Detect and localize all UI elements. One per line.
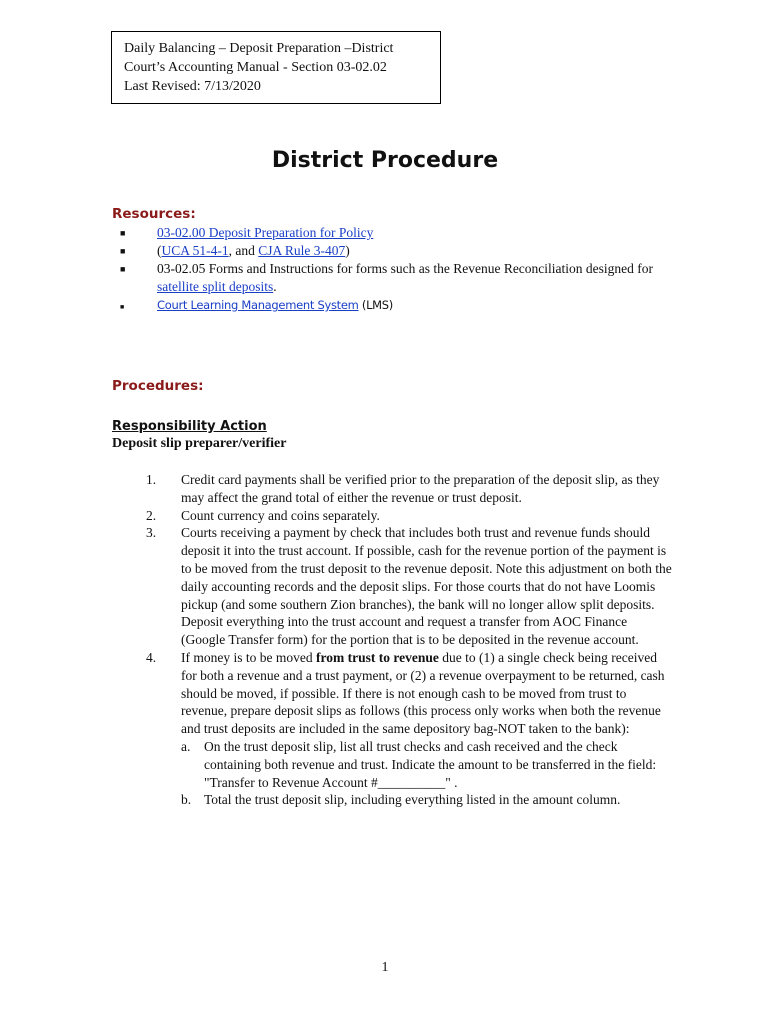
step-item [112, 507, 672, 525]
bullet-icon: ■ [120, 264, 126, 274]
procedures-heading: Procedures: [112, 378, 204, 394]
page-number: 1 [381, 960, 389, 975]
uca-link[interactable]: UCA 51-4-1 [161, 243, 229, 258]
step-text-before: If money is to be moved [181, 649, 316, 665]
substep-item [181, 791, 672, 809]
bullet-icon: ■ [120, 228, 126, 238]
step-text: Count currency and coins separately. [181, 507, 380, 523]
substep-text: On the trust deposit slip, list all trust checks and cash received and the check containing both revenue and trust. Indicate the amount to be transferred in the field: "Transfer to Revenue Account #__________" . [204, 738, 657, 790]
resource-item-policy [120, 224, 660, 242]
step-number: 1. [146, 472, 157, 487]
resource-item-lms [120, 296, 660, 314]
header-line-2: Court’s Accounting Manual - Section 03-02.02 [124, 60, 387, 75]
resources-heading: Resources: [112, 206, 196, 222]
step-text: Credit card payments shall be verified prior to the preparation of the deposit slip, as they may affect the grand total of either the revenue or trust deposit. [181, 472, 660, 505]
role-label: Deposit slip preparer/verifier [112, 436, 287, 451]
resource-item-forms [120, 260, 660, 296]
substep-item [181, 738, 672, 791]
step-text-bold: from trust to revenue [315, 649, 439, 665]
step-item [112, 524, 672, 649]
step-number: 3. [146, 525, 157, 541]
step-number: 2. [146, 507, 157, 523]
procedure-steps [112, 471, 672, 809]
substep-text: Total the trust deposit slip, including everything listed in the amount column. [204, 792, 621, 808]
rules-joiner: , and [228, 243, 259, 258]
step-text-after: due to (1) a single check being received for both a revenue and a trust payment, or (2) a revenue overpayment to be returned, cash should be moved, if possible. If there is not enough cash to be moved from trust to revenue, prepare deposit slips as follows (this process only works when both the revenue and trust deposits are included in the same depository bag-NOT taken to the bank): [181, 649, 665, 737]
forms-text: 03-02.05 Forms and Instructions for forms such as the Revenue Reconciliation designed for [157, 261, 654, 276]
step-text: Courts receiving a payment by check that includes both trust and revenue funds should deposit it into the trust account. If possible, cash for the revenue portion of the payment is to be moved from the trust deposit to the revenue deposit. Note this adjustment on both the daily accounting records and the deposit slips. For those courts that do not have Loomis pickup (and some southern Zion branches), the bank will no longer allow split deposits. Deposit everything into the trust account and request a transfer from AOC Finance (Google Transfer form) for the portion that is to be deposited in the revenue account. [181, 525, 672, 648]
header-line-1: Daily Balancing – Deposit Preparation –District [124, 41, 394, 56]
policy-link[interactable]: 03-02.00 Deposit Preparation for Policy [157, 225, 374, 240]
page-title: District Procedure [271, 148, 499, 173]
responsibility-action-header: Responsibility Action [112, 419, 267, 434]
lms-suffix: (LMS) [358, 298, 393, 312]
step-item [112, 649, 672, 809]
cja-rule-link[interactable]: CJA Rule 3-407 [258, 243, 346, 258]
step-number: 4. [146, 649, 157, 665]
header-line-3: Last Revised: 7/13/2020 [124, 79, 261, 94]
substep-letter: b. [181, 792, 192, 808]
document-header-box [111, 31, 441, 104]
substeps-list [181, 738, 672, 809]
bullet-icon: ■ [120, 246, 126, 256]
satellite-split-deposits-link[interactable]: satellite split deposits [157, 279, 274, 294]
resource-item-rules [120, 242, 660, 260]
paren-close: ) [345, 243, 350, 258]
resources-list [120, 224, 660, 314]
forms-period: . [273, 279, 277, 294]
substep-letter: a. [181, 738, 191, 754]
paren-open: ( [157, 243, 162, 258]
lms-link[interactable]: Court Learning Management System [157, 298, 359, 312]
step-item [112, 471, 672, 507]
bullet-icon: ■ [120, 303, 125, 311]
